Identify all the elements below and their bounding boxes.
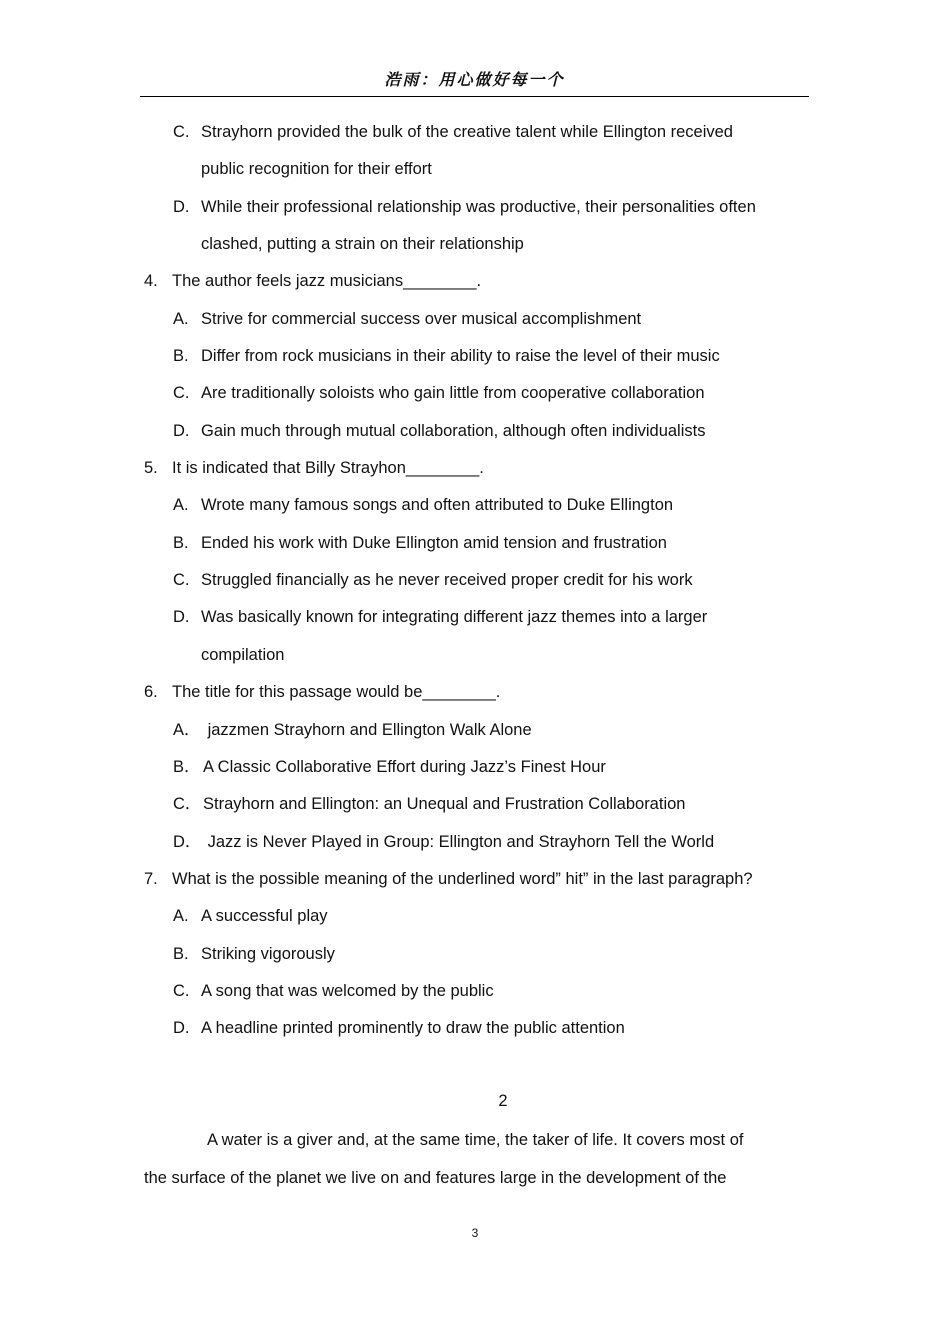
q4-option-c [173,382,705,404]
q6-option-b [173,756,606,778]
option-text: A song that was welcomed by the public [201,982,494,1000]
q5-option-c [173,569,693,591]
option-text: A headline printed prominently to draw the public attention [201,1019,625,1037]
question-text: It is indicated that Billy Strayhon________. [172,459,484,477]
q5-option-d-continued: compilation [201,646,285,664]
option-text: Strayhorn and Ellington: an Unequal and Frustration Collaboration [203,795,686,813]
question-5 [144,457,484,479]
question-text: The title for this passage would be________. [172,683,501,701]
option-text: A successful play [201,907,328,925]
option-label: C. [173,571,190,589]
question-number: 7. [144,870,158,888]
q3-option-d [173,196,756,218]
option-label: A. [173,310,189,328]
option-label: D． [173,833,202,851]
option-label: A. [173,496,189,514]
question-7 [144,868,753,890]
option-label: D. [173,608,190,626]
option-text: A Classic Collaborative Effort during Jazz’s Finest Hour [203,758,606,776]
q3-option-c-continued: public recognition for their effort [201,160,432,178]
option-text: Strayhorn provided the bulk of the creative talent while Ellington received [201,123,733,141]
q7-option-a [173,905,328,927]
option-text: Strive for commercial success over musical accomplishment [201,310,642,328]
option-text: Jazz is Never Played in Group: Ellington and Strayhorn Tell the World [203,833,715,851]
option-text: Gain much through mutual collaboration, although often individualists [201,422,706,440]
q6-option-d [173,831,714,853]
option-label: B． [173,758,201,776]
q4-option-b [173,345,720,367]
q6-option-a [173,719,532,741]
option-label: C. [173,123,190,141]
q7-option-d [173,1017,625,1039]
q7-option-b [173,943,335,965]
option-text: Striking vigorously [201,945,335,963]
q6-option-c [173,793,685,815]
question-6 [144,681,500,703]
option-label: C. [173,384,190,402]
option-text: Was basically known for integrating different jazz themes into a larger [201,608,708,626]
option-label: B. [173,347,189,365]
page-number: 3 [471,1226,479,1240]
option-label: B. [173,534,189,552]
q5-option-b [173,532,667,554]
question-number: 4. [144,272,158,290]
option-label: D. [173,198,190,216]
option-text: Are traditionally soloists who gain little from cooperative collaboration [201,384,705,402]
q5-option-d [173,606,707,628]
header-text: 浩雨：用心做好每一个 [384,70,565,89]
question-text: The author feels jazz musicians________. [172,272,482,290]
option-text: Differ from rock musicians in their ability to raise the level of their music [201,347,720,365]
option-label: C. [173,982,190,1000]
q4-option-a [173,308,641,330]
question-4 [144,270,481,292]
option-text: Ended his work with Duke Ellington amid tension and frustration [201,534,667,552]
passage-line-2: the surface of the planet we live on and features large in the development of the [144,1169,727,1187]
q5-option-a [173,494,673,516]
option-label: C． [173,795,202,813]
option-text: jazzmen Strayhorn and Ellington Walk Alone [203,721,532,739]
page-header [140,64,809,97]
q3-option-d-continued: clashed, putting a strain on their relationship [201,235,524,253]
option-label: D. [173,1019,190,1037]
section-heading: 2 [498,1092,508,1110]
option-label: A． [173,721,201,739]
option-label: B. [173,945,189,963]
option-label: D. [173,422,190,440]
option-text: Struggled financially as he never received proper credit for his work [201,571,693,589]
q4-option-d [173,420,705,442]
option-text: Wrote many famous songs and often attributed to Duke Ellington [201,496,674,514]
q7-option-c [173,980,494,1002]
passage-line-1: A water is a giver and, at the same time, the taker of life. It covers most of [207,1131,744,1149]
question-text: What is the possible meaning of the underlined word” hit” in the last paragraph? [172,870,753,888]
question-number: 6. [144,683,158,701]
option-label: A. [173,907,189,925]
option-text: While their professional relationship was productive, their personalities often [201,198,756,216]
question-number: 5. [144,459,158,477]
q3-option-c [173,121,733,143]
